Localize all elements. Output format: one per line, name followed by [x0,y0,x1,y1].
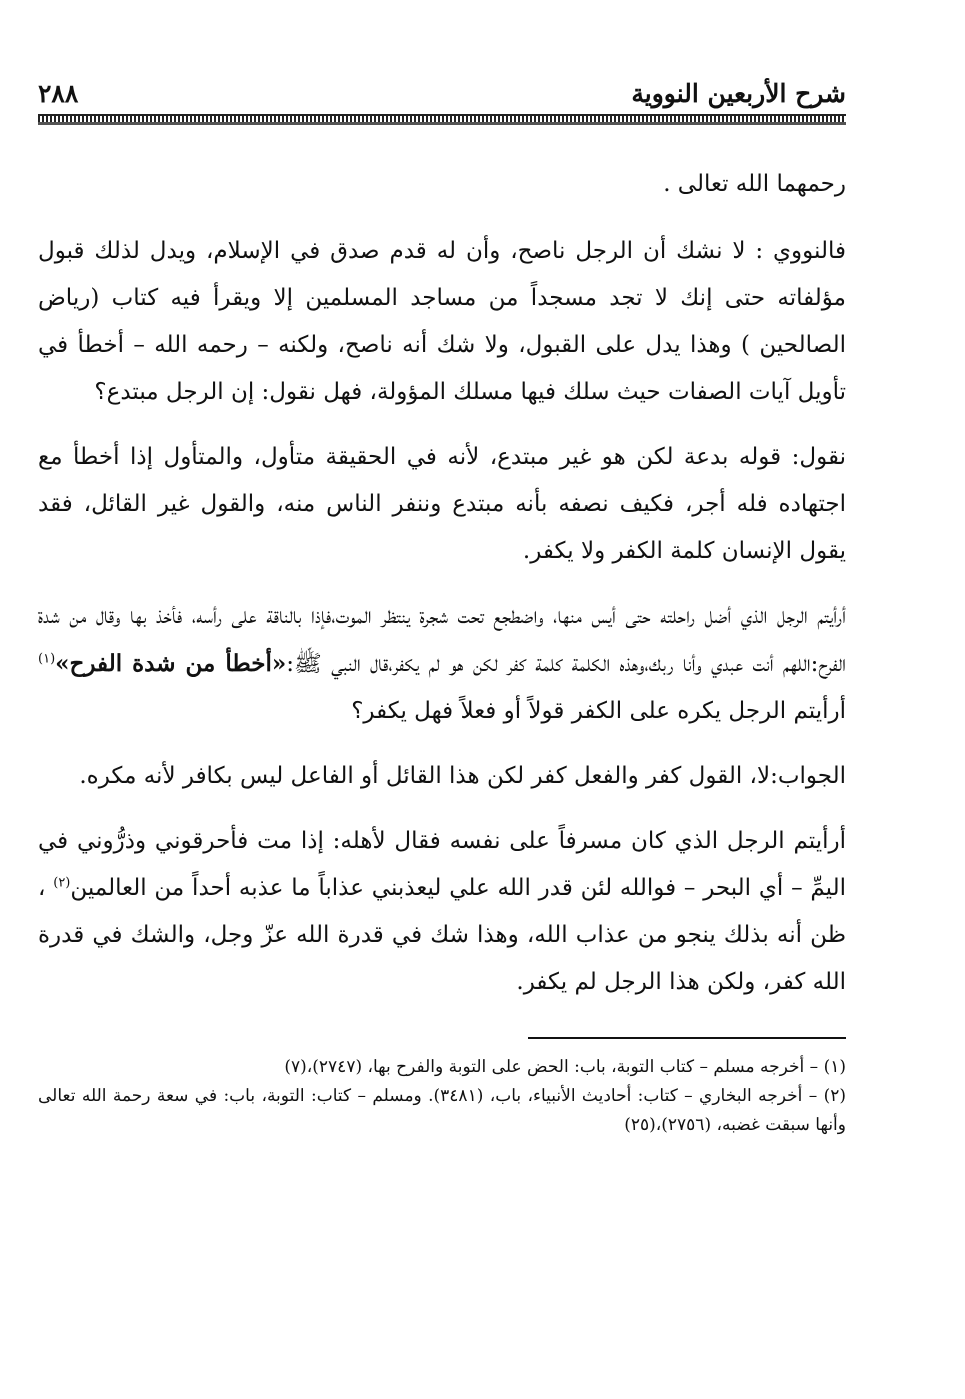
paragraph-6-text-continued: ، ظن أنه بذلك ينجو من عذاب الله، وهذا شك في قدرة الله عزّ وجل، والشك في قدرة الله كفر، ولكن هذا الرجل لم يكفر. [38,875,846,995]
paragraph-3: نقول: قوله بدعة لكن هو غير مبتدع، لأنه في الحقيقة متأول، والمتأول إذا أخطأ مع اجتهاده فله أجر، فكيف نصفه بأنه مبتدع وننفر الناس منه، والقول غير القائل، فقد يقول الإنسان كلمة الكفر ولا يكفر. [38,444,846,564]
footnote-separator [528,1037,846,1039]
paragraph-6-text: أرأيتم الرجل الذي كان مسرفاً على نفسه فقال لأهله: إذا مت فأحرقوني وذرُّوني في اليمِّ – أي البحر – فوالله لئن قدر الله علي ليعذبني عذاباً ما عذبه أحداً من العالمين [38,828,847,901]
page-header [38,62,846,106]
document-page [38,62,846,1342]
paragraph-4-text: أرأيتم الرجل الذي أضل راحلته حتى أيس منها، واضطجع تحت شجرة ينتظر الموت،فإذا بالناقة على رأسه، فأخذ بها وقال من شدة الفرح:اللهم أنت عبدي وأنا ربك،وهذه الكلمة كلمة كفر لكن هو لم يكفر،قال النبي ﷺ: [38,603,847,677]
footnote-ref-1: (١) [38,651,56,667]
main-text [38,161,846,1006]
paragraph-6 [38,818,846,1006]
book-title: شرح الأربعين النووية [631,79,846,108]
footnotes [38,1053,846,1140]
footnote-ref-2: (٢) [53,875,71,891]
paragraph-5: الجواب:لا، القول كفر والفعل كفر لكن هذا القائل أو الفاعل ليس بكافر لأنه مكره. [79,763,846,789]
hadith-quote: «أخطأ من شدة الفرح» [55,650,287,677]
page-number: ٢٨٨ [38,79,79,108]
paragraph-2: فالنووي : لا نشك أن الرجل ناصح، وأن له قدم صدق في الإسلام، ويدل لذلك قبول مؤلفاته حتى إنك لا تجد مسجداً من مساجد المسلمين إلا ويقرأ فيه كتاب (رياض الصالحين ) وهذا يدل على القبول، ولا شك أنه ناصح، ولكنه – رحمه الله – أخطأ في تأويل آيات الصفات حيث سلك فيها مسلك المؤولة، فهل نقول: إن الرجل مبتدع؟ [38,238,846,405]
paragraph-4 [38,593,846,735]
header-rule [38,114,846,125]
footnote-2: (٢) – أخرجه البخاري – كتاب: أحاديث الأنبياء، باب، (٣٤٨١). ومسلم – كتاب: التوبة، باب: في سعة رحمة الله تعالى وأنها سبقت غضبه، (٢٧٥٦)،(٢٥) [38,1086,846,1135]
paragraph-1: رحمهما الله تعالى . [663,171,846,197]
paragraph-4-text-continued: أرأيتم الرجل يكره على الكفر قولاً أو فعلاً فهل يكفر؟ [351,698,846,724]
footnote-1: (١) – أخرجه مسلم – كتاب التوبة، باب: الحض على التوبة والفرح بها، (٢٧٤٧)،(٧) [284,1057,846,1077]
